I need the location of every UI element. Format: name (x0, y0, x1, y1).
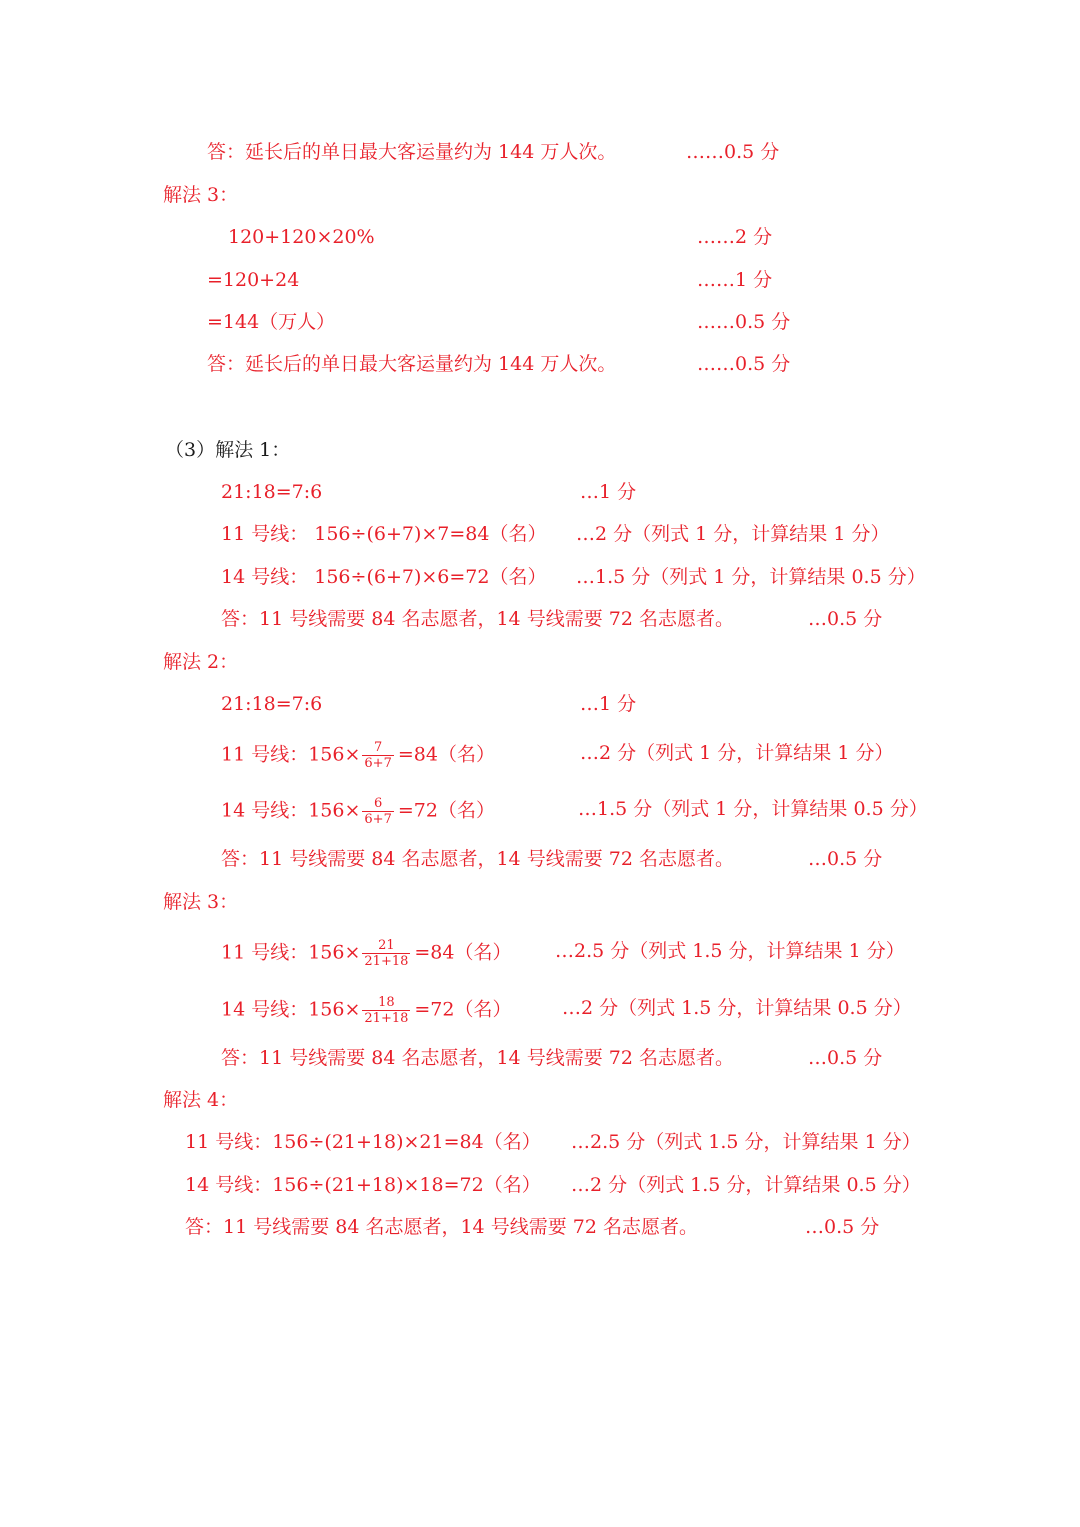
fraction (362, 740, 393, 771)
fraction-denominator: 6+7 (364, 756, 392, 771)
fraction-numerator: 6 (373, 796, 383, 811)
calc-prefix: 14 号线：156× (221, 799, 361, 822)
answer-line: 答：11 号线需要 84 名志愿者，14 号线需要 72 名志愿者。 (221, 608, 734, 630)
fraction (362, 995, 410, 1026)
method-label: 解法 2： (163, 651, 239, 673)
score-note: ……1 分 (697, 269, 773, 291)
score-note: …2 分（列式 1 分，计算结果 1 分） (576, 523, 890, 545)
calc-line: =144（万人） (207, 311, 336, 333)
calc-line-11 (221, 740, 495, 771)
fraction-numerator: 7 (373, 740, 383, 755)
score-note: …0.5 分 (808, 848, 883, 870)
answer-line: 答：11 号线需要 84 名志愿者，14 号线需要 72 名志愿者。 (185, 1216, 698, 1238)
score-note: ……0.5 分 (697, 353, 791, 375)
answer-line: 答：延长后的单日最大客运量约为 144 万人次。 (207, 141, 617, 163)
score-note: ……0.5 分 (686, 141, 780, 163)
calc-line-11: 11 号线： 156÷(6+7)×7=84（名） (221, 523, 547, 545)
ratio-line: 21:18=7:6 (221, 693, 323, 715)
score-note: …0.5 分 (808, 608, 883, 630)
fraction-denominator: 6+7 (364, 812, 392, 827)
fraction-denominator: 21+18 (364, 1011, 409, 1026)
score-note: …2.5 分（列式 1.5 分，计算结果 1 分） (571, 1131, 921, 1153)
calc-line-11: 11 号线：156÷(21+18)×21=84（名） (185, 1131, 541, 1153)
score-note: …2 分（列式 1.5 分，计算结果 0.5 分） (562, 997, 912, 1019)
fraction-denominator: 21+18 (364, 954, 409, 969)
calc-suffix: =72（名） (397, 799, 495, 822)
answer-line: 答：11 号线需要 84 名志愿者，14 号线需要 72 名志愿者。 (221, 1047, 734, 1069)
score-note: …1.5 分（列式 1 分，计算结果 0.5 分） (576, 566, 926, 588)
score-note: …0.5 分 (805, 1216, 880, 1238)
score-note: …2 分（列式 1.5 分，计算结果 0.5 分） (571, 1174, 921, 1196)
calc-line-14 (221, 995, 512, 1026)
ratio-line: 21:18=7:6 (221, 481, 323, 503)
calc-suffix: =84（名） (397, 743, 495, 766)
calc-line: =120+24 (207, 269, 300, 291)
method-label: 解法 3： (163, 891, 239, 913)
method-label: 解法 3： (163, 184, 239, 206)
score-note: …2.5 分（列式 1.5 分，计算结果 1 分） (555, 940, 905, 962)
fraction (362, 938, 410, 969)
score-note: …1 分 (580, 693, 637, 715)
score-note: …2 分（列式 1 分，计算结果 1 分） (580, 742, 894, 764)
answer-line: 答：延长后的单日最大客运量约为 144 万人次。 (207, 353, 617, 375)
score-note: …1 分 (580, 481, 637, 503)
calc-line-14: 14 号线：156÷(21+18)×18=72（名） (185, 1174, 541, 1196)
calc-prefix: 11 号线：156× (221, 743, 361, 766)
calc-line-14 (221, 796, 495, 827)
fraction-numerator: 21 (378, 938, 395, 953)
calc-line-14: 14 号线： 156÷(6+7)×6=72（名） (221, 566, 547, 588)
answer-line: 答：11 号线需要 84 名志愿者，14 号线需要 72 名志愿者。 (221, 848, 734, 870)
method-label: 解法 4： (163, 1089, 239, 1111)
section-heading: （3）解法 1： (165, 439, 291, 461)
fraction-numerator: 18 (378, 995, 395, 1010)
calc-line-11 (221, 938, 512, 969)
fraction (362, 796, 393, 827)
score-note: ……2 分 (697, 226, 773, 248)
calc-suffix: =72（名） (414, 998, 512, 1021)
score-note: ……0.5 分 (697, 311, 791, 333)
calc-prefix: 14 号线：156× (221, 998, 361, 1021)
score-note: …0.5 分 (808, 1047, 883, 1069)
calc-suffix: =84（名） (414, 941, 512, 964)
calc-prefix: 11 号线：156× (221, 941, 361, 964)
calc-line: 120+120×20% (228, 226, 375, 248)
score-note: …1.5 分（列式 1 分，计算结果 0.5 分） (578, 798, 928, 820)
